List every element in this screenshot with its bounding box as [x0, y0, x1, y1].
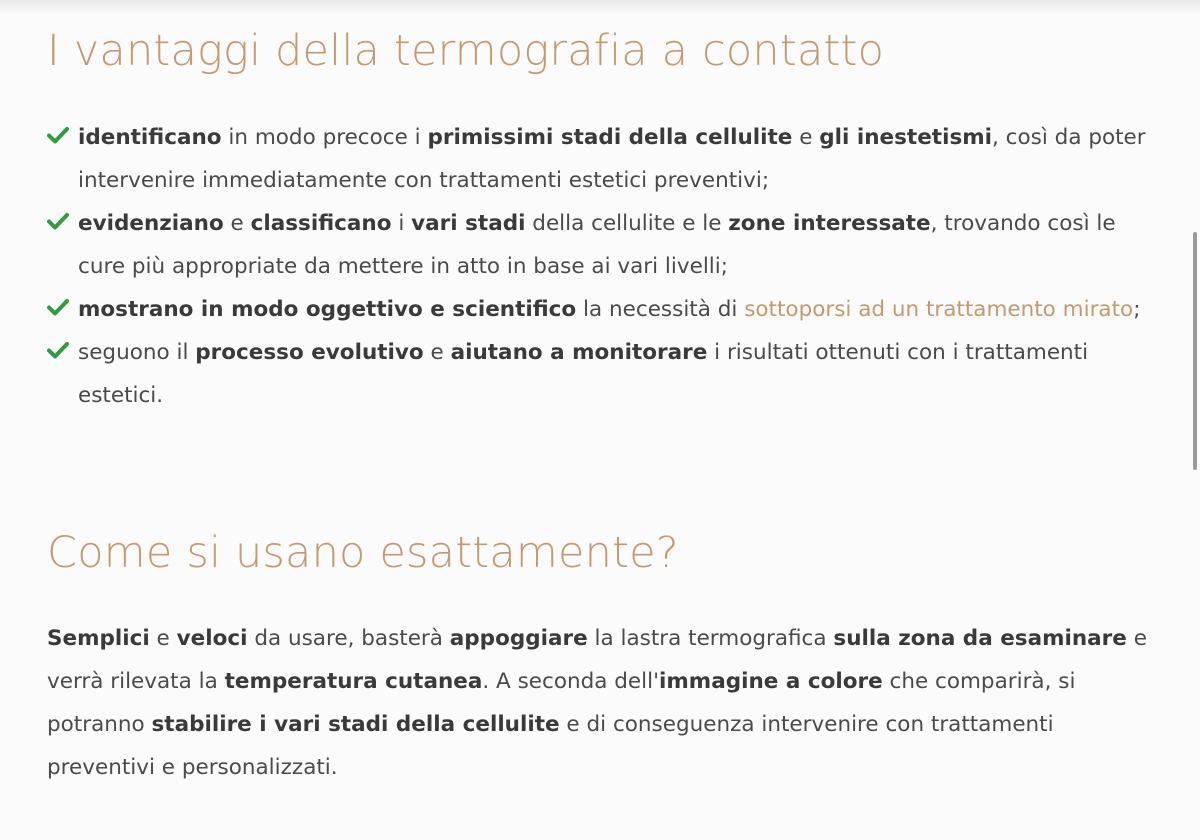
- scrollbar-thumb[interactable]: [1193, 232, 1197, 470]
- item-3-part-0: mostrano in modo oggettivo e scientifico: [78, 297, 577, 322]
- para-part-9: . A seconda dell': [482, 669, 660, 694]
- para-part-5: la lastra termografica: [587, 626, 834, 651]
- para-part-12: stabilire i vari stadi della cellulite: [151, 712, 560, 737]
- item-2-part-0: evidenziano: [78, 211, 224, 236]
- para-part-6: sulla zona da esaminare: [833, 626, 1127, 651]
- para-part-11: che comparirà, si potranno: [47, 669, 1076, 737]
- item-2-part-7: , trovando così le cure più appropriate da mettere in atto in base ai vari livelli;: [78, 211, 1116, 279]
- item-1-part-5: , così da poter intervenire immediatamente con trattamenti estetici preventivi;: [78, 125, 1146, 193]
- para-part-13: e di conseguenza intervenire con trattamenti preventivi e personalizzati.: [47, 712, 1054, 780]
- trattamento-mirato-link[interactable]: sottoporsi ad un trattamento mirato: [744, 297, 1134, 322]
- section-title-vantaggi: I vantaggi della termografia a contatto: [47, 26, 885, 76]
- check-icon: [47, 341, 69, 359]
- benefit-item-1: [47, 116, 1157, 202]
- para-part-7: e verrà rilevata la: [47, 626, 1147, 694]
- usage-paragraph: [47, 617, 1152, 789]
- check-icon: [47, 298, 69, 316]
- para-part-8: temperatura cutanea: [224, 669, 483, 694]
- item-1-part-2: primissimi stadi della cellulite: [427, 125, 793, 150]
- check-icon: [47, 126, 69, 144]
- item-2-part-6: zone interessate: [728, 211, 931, 236]
- item-1-part-4: gli inestetismi: [819, 125, 993, 150]
- item-1-part-1: in modo precoce i: [221, 125, 428, 150]
- item-2-part-3: i: [391, 211, 412, 236]
- item-1-part-3: e: [792, 125, 820, 150]
- item-1-part-0: identificano: [78, 125, 222, 150]
- check-icon: [47, 212, 69, 230]
- benefit-item-3: [47, 288, 1157, 331]
- item-2-part-5: della cellulite e le: [525, 211, 729, 236]
- item-4-part-2: e: [423, 340, 451, 365]
- para-part-3: da usare, basterà: [247, 626, 450, 651]
- section-title-come-si-usano: Come si usano esattamente?: [47, 528, 679, 578]
- item-4-part-0: seguono il: [78, 340, 196, 365]
- item-4-part-1: processo evolutivo: [195, 340, 424, 365]
- para-part-4: appoggiare: [449, 626, 588, 651]
- para-part-10: immagine a colore: [659, 669, 883, 694]
- header-shadow: [0, 0, 1200, 14]
- benefits-list: [47, 116, 1157, 417]
- item-3-part-1: la necessità di: [576, 297, 745, 322]
- item-4-part-3: aiutano a monitorare: [450, 340, 708, 365]
- benefit-item-2: [47, 202, 1157, 288]
- item-2-part-4: vari stadi: [411, 211, 526, 236]
- para-part-0: Semplici: [47, 626, 150, 651]
- item-2-part-1: e: [223, 211, 251, 236]
- para-part-2: veloci: [176, 626, 248, 651]
- item-3-part-3: ;: [1133, 297, 1141, 322]
- para-part-1: e: [149, 626, 177, 651]
- item-4-part-4: i risultati ottenuti con i trattamenti estetici.: [78, 340, 1089, 408]
- benefit-item-4: [47, 331, 1157, 417]
- item-2-part-2: classificano: [250, 211, 392, 236]
